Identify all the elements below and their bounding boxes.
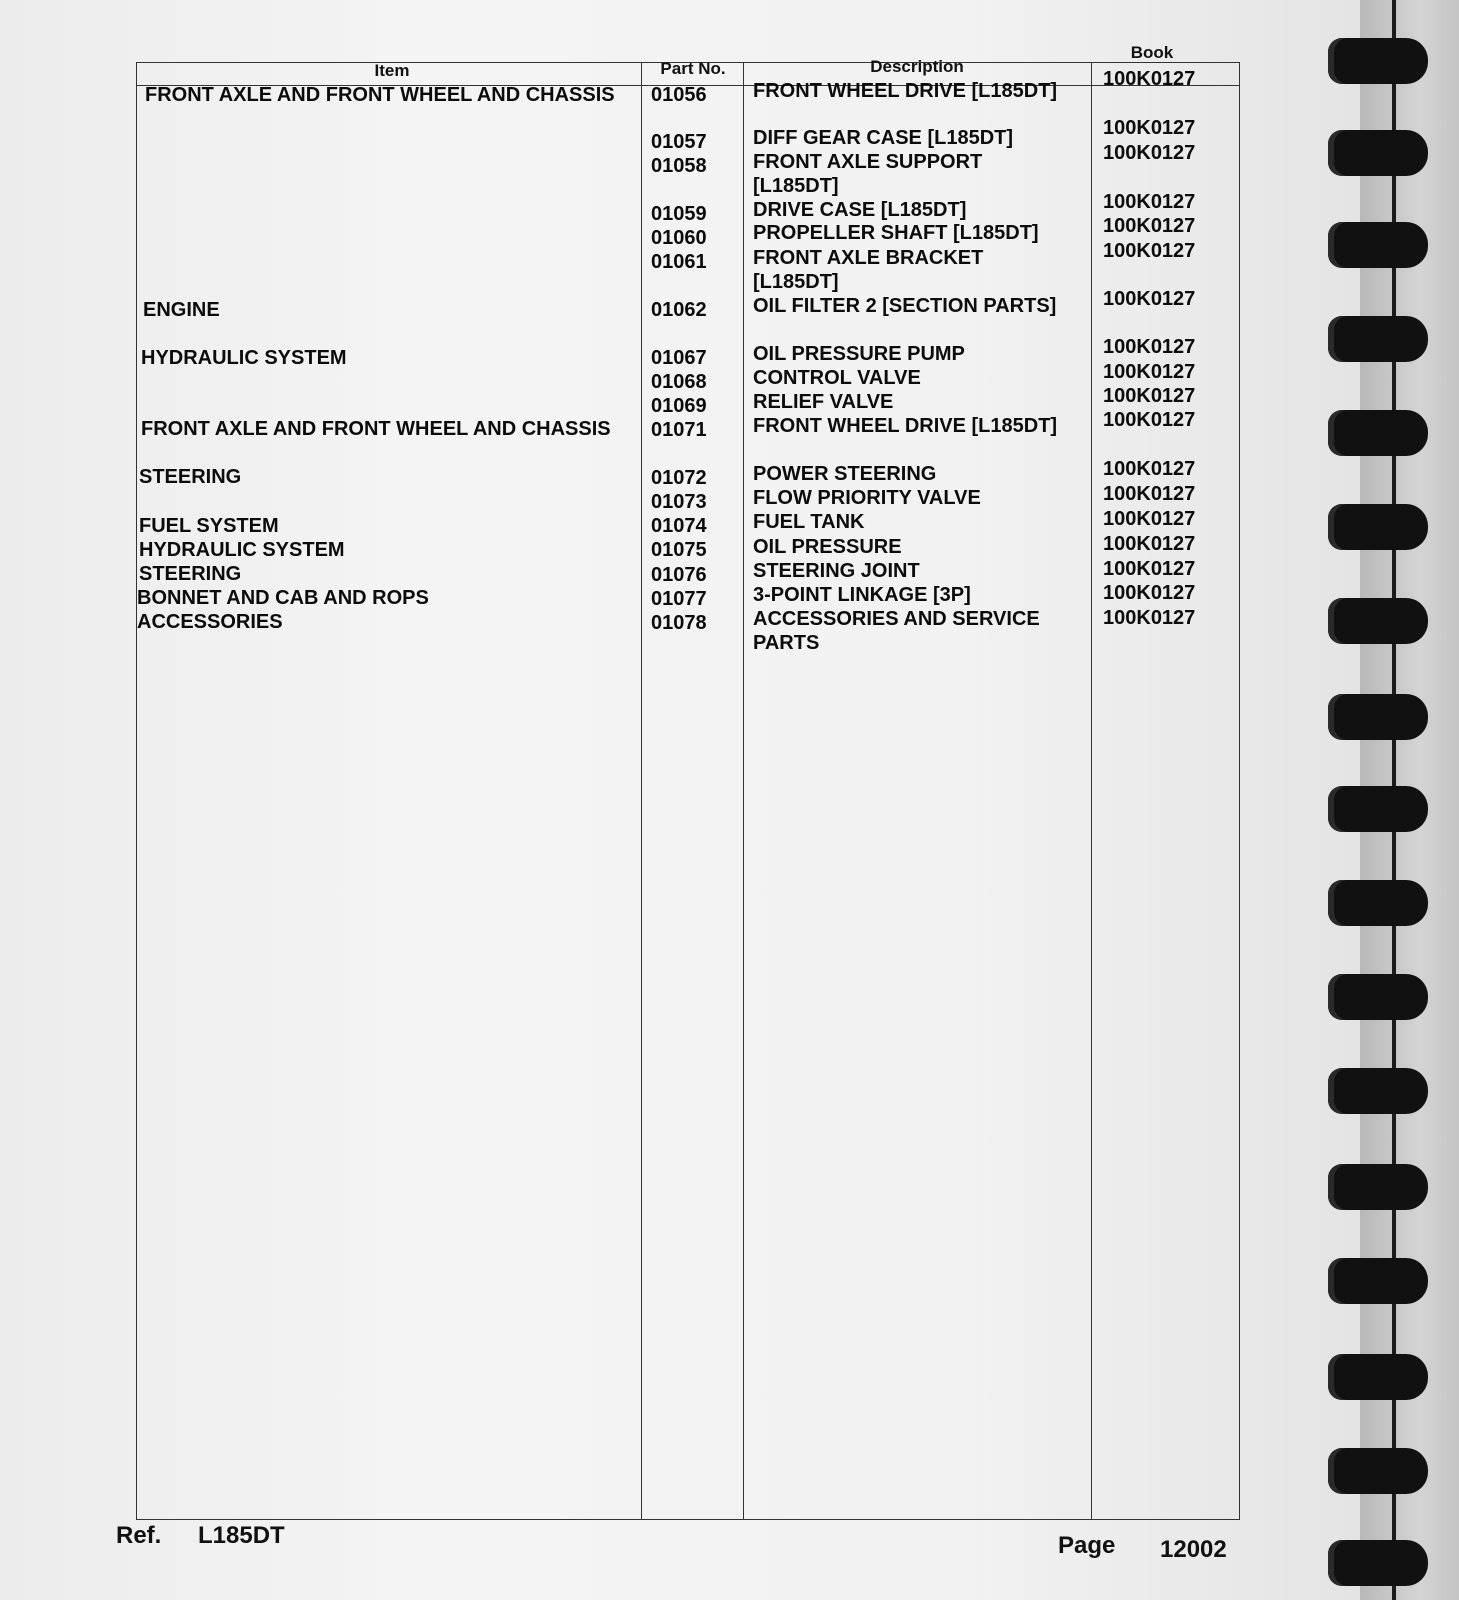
row-book: 100K0127 [1103,288,1196,310]
row-part-no: 01062 [651,299,707,321]
row-part-no: 01077 [651,588,707,610]
row-part-no: 01072 [651,467,707,489]
header-item: Item [374,61,410,80]
row-part-no: 01059 [651,203,707,225]
row-book: 100K0127 [1103,385,1196,407]
row-item: STEERING [139,466,242,488]
binding-ring [1328,786,1428,832]
header-part-no: Part No. [660,59,726,78]
row-book: 100K0127 [1103,409,1196,431]
binding-ring [1328,1540,1428,1586]
row-description: FRONT AXLE BRACKET [L185DT] [753,247,984,293]
parts-table [136,43,1240,1520]
header-description: Description [870,57,964,76]
row-book: 100K0127 [1103,336,1196,358]
column-divider [743,63,744,1519]
binding-ring [1328,1164,1428,1210]
row-part-no: 01068 [651,371,707,393]
ref-value: L185DT [198,1522,285,1549]
column-divider [641,63,642,1519]
row-description: OIL PRESSURE [753,536,902,558]
binding-ring [1328,1258,1428,1304]
row-book: 100K0127 [1103,558,1196,580]
row-item: FRONT AXLE AND FRONT WHEEL AND CHASSIS [141,418,611,440]
row-book: 100K0127 [1103,483,1196,505]
row-description: FRONT WHEEL DRIVE [L185DT] [753,415,1058,437]
row-item: ACCESSORIES [137,611,283,633]
binding-ring [1328,1068,1428,1114]
binding-ring [1328,504,1428,550]
row-book: 100K0127 [1103,68,1196,90]
row-part-no: 01069 [651,395,707,417]
row-item: HYDRAULIC SYSTEM [139,539,345,561]
row-part-no: 01060 [651,227,707,249]
row-item: FRONT AXLE AND FRONT WHEEL AND CHASSIS [145,84,615,106]
row-description: CONTROL VALVE [753,367,921,389]
row-book: 100K0127 [1103,117,1196,139]
row-part-no: 01061 [651,251,707,273]
row-description: OIL FILTER 2 [SECTION PARTS] [753,295,1057,317]
row-item: HYDRAULIC SYSTEM [141,347,347,369]
row-item: ENGINE [143,299,220,321]
row-book: 100K0127 [1103,240,1196,262]
binding-ring [1328,694,1428,740]
row-book: 100K0127 [1103,607,1196,629]
column-divider [1091,63,1092,1519]
binding-ring [1328,1354,1428,1400]
row-part-no: 01073 [651,491,707,513]
row-book: 100K0127 [1103,142,1196,164]
row-item: STEERING [139,563,242,585]
row-description: FUEL TANK [753,511,865,533]
row-part-no: 01057 [651,131,707,153]
binding-ring [1328,38,1428,84]
row-description: STEERING JOINT [753,560,920,582]
row-description: PROPELLER SHAFT [L185DT] [753,222,1039,244]
row-description: ACCESSORIES AND SERVICE PARTS [753,608,1040,654]
row-description: FLOW PRIORITY VALVE [753,487,981,509]
row-description: FRONT AXLE SUPPORT [L185DT] [753,151,983,197]
row-part-no: 01075 [651,539,707,561]
page-label: Page [1058,1532,1116,1559]
row-description: OIL PRESSURE PUMP [753,343,965,365]
binding-ring [1328,598,1428,644]
row-description: RELIEF VALVE [753,391,894,413]
row-item: BONNET AND CAB AND ROPS [137,587,429,609]
binding-ring [1328,410,1428,456]
row-part-no: 01067 [651,347,707,369]
row-description: POWER STEERING [753,463,937,485]
row-part-no: 01056 [651,84,707,106]
binding-ring [1328,1448,1428,1494]
row-part-no: 01076 [651,564,707,586]
binding-ring [1328,880,1428,926]
binding-ring [1328,130,1428,176]
row-description: 3-POINT LINKAGE [3P] [753,584,971,606]
row-part-no: 01071 [651,419,707,441]
binding-ring [1328,316,1428,362]
header-book: Book [1130,43,1174,62]
row-part-no: 01058 [651,155,707,177]
row-book: 100K0127 [1103,191,1196,213]
row-book: 100K0127 [1103,361,1196,383]
row-description: DIFF GEAR CASE [L185DT] [753,127,1014,149]
row-item: FUEL SYSTEM [139,515,279,537]
row-description: FRONT WHEEL DRIVE [L185DT] [753,80,1058,102]
row-part-no: 01074 [651,515,707,537]
row-description: DRIVE CASE [L185DT] [753,199,967,221]
row-book: 100K0127 [1103,533,1196,555]
binding-ring [1328,974,1428,1020]
page-number: 12002 [1160,1536,1227,1563]
row-book: 100K0127 [1103,508,1196,530]
row-part-no: 01078 [651,612,707,634]
ref-label: Ref. [116,1522,162,1549]
binding-ring [1328,222,1428,268]
row-book: 100K0127 [1103,215,1196,237]
row-book: 100K0127 [1103,582,1196,604]
row-book: 100K0127 [1103,458,1196,480]
